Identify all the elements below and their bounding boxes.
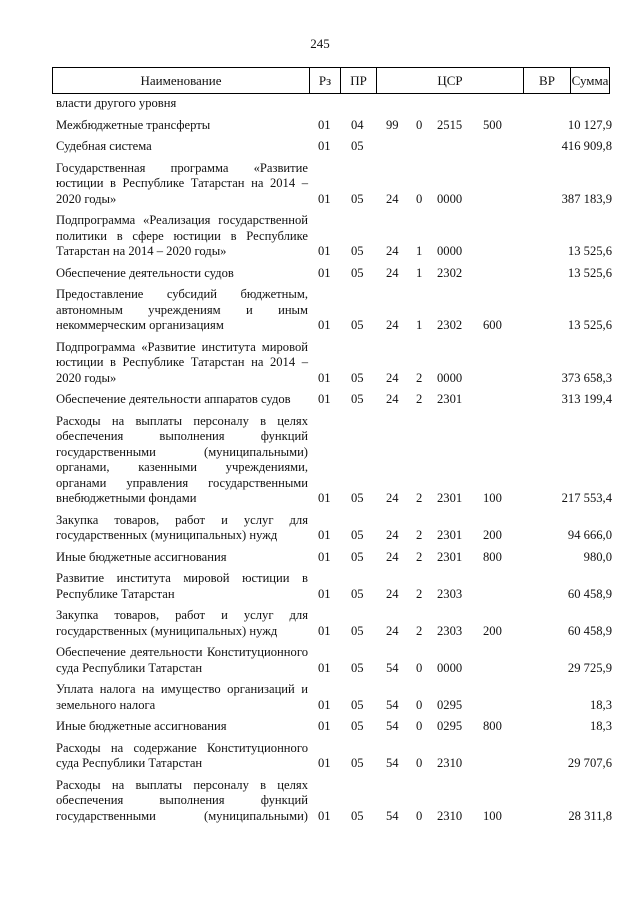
table-row (56, 118, 612, 134)
row-name: Закупка товаров, работ и услуг для государственных (муниципальных) нужд (56, 608, 308, 638)
row-pr: 05 (351, 370, 364, 385)
row-rz: 01 (318, 392, 331, 406)
table-row (56, 608, 612, 639)
row-rz: 01 (318, 719, 331, 733)
row-sum: 10 127,9 (567, 117, 612, 132)
row-csr-program: 54 (386, 660, 399, 675)
table-row (56, 645, 612, 676)
row-name: Судебная система (56, 139, 152, 153)
row-csr-code: 2303 (437, 623, 463, 638)
row-sum: 13 525,6 (567, 318, 612, 332)
row-rz: 01 (318, 318, 331, 332)
row-rz: 01 (318, 660, 331, 675)
row-csr-code: 2301 (437, 528, 463, 542)
row-rz: 01 (318, 139, 331, 153)
row-csr-subprogram: 0 (416, 117, 423, 132)
row-csr-subprogram: 1 (416, 244, 423, 258)
row-csr-program: 54 (386, 808, 399, 823)
row-vr: 200 (483, 528, 502, 542)
row-sum: 94 666,0 (567, 528, 612, 542)
row-vr: 600 (483, 318, 502, 332)
row-rz: 01 (318, 117, 331, 132)
row-csr-code: 2515 (437, 117, 463, 132)
row-name: Обеспечение деятельности Конституционного суда Республики Татарстан (56, 645, 308, 675)
row-sum: 13 525,6 (567, 244, 612, 258)
row-csr-program: 24 (386, 191, 399, 206)
row-name: Предоставление субсидий бюджетным, автономным учреждениям и иным некоммерческим организациям (56, 287, 308, 332)
row-csr-code: 0295 (437, 719, 463, 733)
table-row (56, 719, 612, 735)
row-rz: 01 (318, 265, 331, 280)
row-sum: 29 707,6 (567, 756, 612, 770)
row-csr-subprogram: 2 (416, 491, 423, 505)
row-pr: 05 (351, 586, 364, 601)
row-csr-subprogram: 2 (416, 623, 423, 638)
row-name: Иные бюджетные ассигнования (56, 549, 227, 564)
row-csr-code: 0000 (437, 370, 463, 385)
row-csr-program: 99 (386, 117, 399, 132)
row-pr: 05 (351, 623, 364, 638)
row-csr-code: 0000 (437, 244, 463, 258)
row-csr-code: 2310 (437, 756, 463, 770)
row-csr-code: 2302 (437, 318, 463, 332)
row-csr-subprogram: 0 (416, 191, 423, 206)
row-name: Расходы на выплаты персоналу в целях обеспечения выполнения функций государственными (муниципальными) органами, казенными учреждениями, органами управления государственными внебюджетными фондами (56, 413, 308, 505)
row-sum: 29 725,9 (567, 660, 612, 675)
row-pr: 05 (351, 139, 364, 153)
row-csr-program: 24 (386, 623, 399, 638)
table-body (56, 96, 612, 830)
row-csr-program: 24 (386, 318, 399, 332)
row-sum: 28 311,8 (568, 808, 612, 823)
row-vr: 500 (483, 117, 502, 132)
row-rz: 01 (318, 623, 331, 638)
row-csr-subprogram: 2 (416, 370, 423, 385)
row-sum: 60 458,9 (567, 623, 612, 638)
row-name: власти другого уровня (56, 96, 177, 110)
row-sum: 217 553,4 (561, 491, 612, 505)
row-pr: 05 (351, 549, 364, 564)
row-csr-code: 0295 (437, 697, 463, 712)
row-sum: 416 909,8 (561, 139, 612, 153)
row-rz: 01 (318, 549, 331, 564)
table-row (56, 213, 612, 260)
row-sum: 387 183,9 (561, 191, 612, 206)
row-csr-code: 2301 (437, 491, 463, 505)
table-row (56, 741, 612, 772)
row-vr: 200 (483, 623, 502, 638)
column-header-vr: ВР (524, 68, 571, 93)
row-sum: 18,3 (589, 719, 612, 733)
row-pr: 05 (351, 719, 364, 733)
row-name: Иные бюджетные ассигнования (56, 719, 227, 733)
table-row (56, 96, 612, 112)
row-pr: 04 (351, 117, 364, 132)
row-csr-subprogram: 2 (416, 528, 423, 542)
row-csr-subprogram: 2 (416, 586, 423, 601)
row-rz: 01 (318, 370, 331, 385)
row-csr-program: 24 (386, 244, 399, 258)
column-header-name: Наименование (53, 68, 310, 93)
row-sum: 13 525,6 (567, 265, 612, 280)
row-csr-code: 0000 (437, 660, 463, 675)
row-pr: 05 (351, 756, 364, 770)
row-csr-subprogram: 0 (416, 660, 423, 675)
row-rz: 01 (318, 191, 331, 206)
row-pr: 05 (351, 318, 364, 332)
row-name: Закупка товаров, работ и услуг для государственных (муниципальных) нужд (56, 512, 308, 542)
row-rz: 01 (318, 808, 331, 823)
row-name: Государственная программа «Развитие юстиции в Республике Татарстан на 2014 – 2020 годы» (56, 160, 308, 206)
row-csr-program: 24 (386, 528, 399, 542)
row-csr-program: 54 (386, 719, 399, 733)
column-header-csr: ЦСР (377, 68, 524, 93)
row-csr-subprogram: 1 (416, 318, 423, 332)
row-vr: 800 (483, 549, 502, 564)
row-pr: 05 (351, 528, 364, 542)
table-row (56, 513, 612, 544)
table-row (56, 161, 612, 208)
row-sum: 980,0 (583, 549, 612, 564)
table-row (56, 778, 612, 825)
row-csr-code: 2301 (437, 549, 463, 564)
row-name: Развитие института мировой юстиции в Республике Татарстан (56, 571, 308, 601)
row-sum: 313 199,4 (561, 392, 612, 406)
table-row (56, 682, 612, 713)
row-pr: 05 (351, 244, 364, 258)
row-csr-subprogram: 1 (416, 265, 423, 280)
row-csr-program: 54 (386, 697, 399, 712)
row-name: Уплата налога на имущество организаций и земельного налога (56, 682, 308, 712)
row-sum: 18,3 (589, 697, 612, 712)
table-row (56, 287, 612, 334)
row-csr-subprogram: 0 (416, 719, 423, 733)
row-csr-code: 2301 (437, 392, 463, 406)
row-vr: 800 (483, 719, 502, 733)
row-vr: 100 (483, 808, 502, 823)
row-name: Расходы на выплаты персоналу в целях обеспечения выполнения функций государственными (муниципальными) (56, 777, 308, 823)
row-rz: 01 (318, 491, 331, 505)
row-name: Межбюджетные трансферты (56, 117, 211, 132)
row-csr-code: 0000 (437, 191, 463, 206)
table-row (56, 340, 612, 387)
row-csr-subprogram: 0 (416, 756, 423, 770)
table-header (52, 67, 610, 94)
row-rz: 01 (318, 586, 331, 601)
row-csr-subprogram: 2 (416, 392, 423, 406)
table-row (56, 139, 612, 155)
row-rz: 01 (318, 756, 331, 770)
table-row (56, 550, 612, 566)
row-rz: 01 (318, 697, 331, 712)
row-name: Подпрограмма «Развитие института мировой юстиции в Республике Татарстан на 2014 – 2020 годы» (56, 339, 308, 385)
column-header-rz: Рз (310, 68, 341, 93)
row-csr-subprogram: 0 (416, 697, 423, 712)
row-csr-program: 24 (386, 491, 399, 505)
page-number: 245 (310, 36, 330, 51)
row-rz: 01 (318, 244, 331, 258)
row-csr-code: 2310 (437, 808, 463, 823)
row-pr: 05 (351, 660, 364, 675)
row-name: Расходы на содержание Конституционного суда Республики Татарстан (56, 740, 308, 770)
row-sum: 60 458,9 (567, 586, 612, 601)
row-csr-subprogram: 0 (416, 808, 423, 823)
table-row (56, 392, 612, 408)
table-row (56, 571, 612, 602)
row-csr-code: 2303 (437, 586, 463, 601)
table-row (56, 414, 612, 507)
row-csr-code: 2302 (437, 265, 463, 280)
row-name: Обеспечение деятельности судов (56, 265, 234, 280)
row-csr-program: 24 (386, 549, 399, 564)
row-pr: 05 (351, 697, 364, 712)
row-name: Подпрограмма «Реализация государственной политики в сфере юстиции в Республике Татарстан на 2014 – 2020 годы» (56, 213, 308, 258)
row-pr: 05 (351, 808, 364, 823)
row-pr: 05 (351, 392, 364, 406)
row-sum: 373 658,3 (561, 370, 612, 385)
row-csr-subprogram: 2 (416, 549, 423, 564)
row-csr-program: 24 (386, 370, 399, 385)
row-pr: 05 (351, 191, 364, 206)
column-header-sum: Сумма (571, 73, 609, 88)
row-csr-program: 24 (386, 586, 399, 601)
row-csr-program: 24 (386, 392, 399, 406)
column-header-pr: ПР (341, 68, 377, 93)
row-vr: 100 (483, 491, 502, 505)
row-csr-program: 24 (386, 265, 399, 280)
row-pr: 05 (351, 491, 364, 505)
row-pr: 05 (351, 265, 364, 280)
row-rz: 01 (318, 528, 331, 542)
table-row (56, 266, 612, 282)
row-csr-program: 54 (386, 756, 399, 770)
row-name: Обеспечение деятельности аппаратов судов (56, 392, 291, 406)
